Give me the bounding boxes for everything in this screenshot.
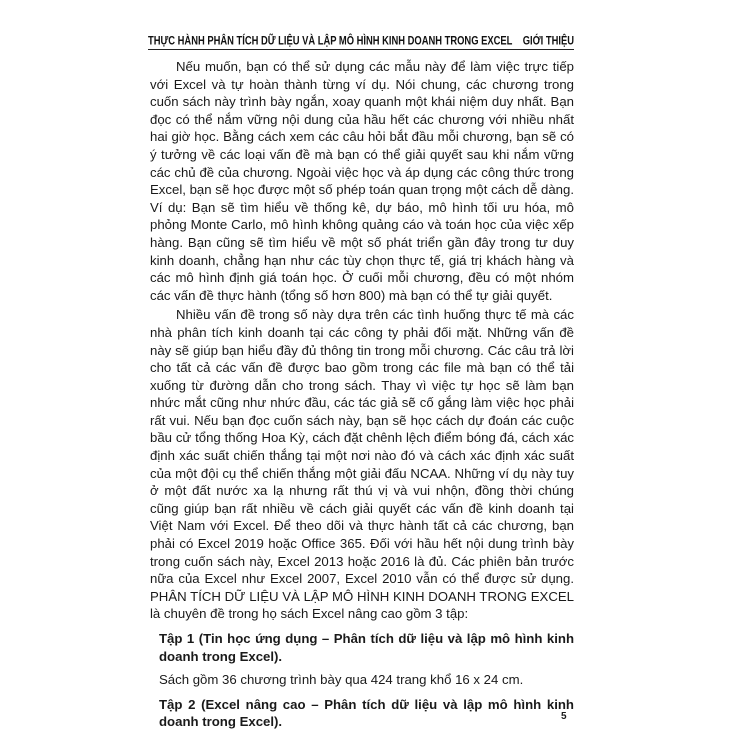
running-header-section: GIỚI THIỆU bbox=[522, 33, 574, 47]
running-header bbox=[148, 30, 574, 48]
page-number: 5 bbox=[561, 711, 567, 722]
running-header-title: THỰC HÀNH PHÂN TÍCH DỮ LIỆU VÀ LẬP MÔ HÌNH KINH DOANH TRONG EXCEL bbox=[148, 33, 513, 47]
volume-title: Tập 2 (Excel nâng cao – Phân tích dữ liệu và lập mô hình kinh doanh trong Excel). bbox=[159, 696, 574, 730]
volume-list bbox=[159, 630, 574, 731]
paragraph: Nhiều vấn đề trong số này dựa trên các tình huống thực tế mà các nhà phân tích kinh doanh tại các công ty phải đối mặt. Những vấn đề này sẽ giúp bạn hiểu đầy đủ thông tin trong mỗi chương. Các câu trả lời cho tất cả các vấn đề được bao gồm trong các file mà bạn có thể tải xuống từ đường dẫn cho trong sách. Thay vì việc tự học sẽ làm bạn nhức mắt cũng như nhức đầu, các tác giả sẽ cố gắng làm việc học phải rất vui. Nếu bạn đọc cuốn sách này, bạn sẽ học cách dự đoán các cuộc bầu cử tổng thống Hoa Kỳ, cách đặt chênh lệch điểm bóng đá, cách xác định xác suất chiến thắng tại một nơi nào đó và cách xác định xác suất của một đội cụ thể chiến thắng một giải đấu NCAA. Những ví dụ này tuy ở một đất nước xa lạ nhưng rất thú vị và vui nhộn, đồng thời chúng cũng giúp bạn rất nhiều về cách giải quyết các vấn đề kinh doanh tại Việt Nam với Excel. Để theo dõi và thực hành tất cả các chương, bạn phải có Excel 2019 hoặc Office 365. Đối với hầu hết nội dung trình bày trong cuốn sách này, Excel 2013 hoặc 2016 là đủ. Các phiên bản trước nữa của Excel như Excel 2007, Excel 2010 vẫn có thể được sử dụng. PHÂN TÍCH DỮ LIỆU VÀ LẬP MÔ HÌNH KINH DOANH TRONG EXCEL là chuyên đề trong họ sách Excel nâng cao gồm 3 tập: bbox=[150, 307, 574, 622]
page-body bbox=[150, 58, 574, 731]
volume-title: Tập 1 (Tin học ứng dụng – Phân tích dữ liệu và lập mô hình kinh doanh trong Excel). bbox=[159, 631, 574, 664]
paragraph: Nếu muốn, bạn có thể sử dụng các mẫu này để làm việc trực tiếp với Excel và tự hoàn thành từng ví dụ. Nói chung, các chương trong cuốn sách này trình bày ngắn, xoay quanh một khái niệm duy nhất. Bạn đọc có thể nắm vững nội dung của hầu hết các chương với nhiều nhất hai giờ học. Bằng cách xem các câu hỏi bắt đầu mỗi chương, bạn sẽ có ý tưởng về các loại vấn đề mà bạn có thể giải quyết sau khi nắm vững các chủ đề của chương. Ngoài việc học và áp dụng các công thức trong Excel, bạn sẽ học được một số phép toán quan trọng một cách dễ dàng. Ví dụ: Bạn sẽ tìm hiểu về thống kê, dự báo, mô hình tối ưu hóa, mô phỏng Monte Carlo, mô hình không quảng cáo và toán học của việc xếp hàng. Bạn cũng sẽ tìm hiểu về một số phát triển gần đây trong tư duy kinh doanh, chẳng hạn như các tùy chọn thực tế, giá trị khách hàng và các mô hình định giá toán học. Ở cuối mỗi chương, đều có một nhóm các vấn đề thực hành (tổng số hơn 800) mà bạn có thể tự giải quyết. bbox=[150, 59, 574, 303]
volume-description: Sách gồm 36 chương trình bày qua 424 trang khổ 16 x 24 cm. bbox=[159, 672, 524, 688]
header-rule bbox=[148, 49, 574, 50]
